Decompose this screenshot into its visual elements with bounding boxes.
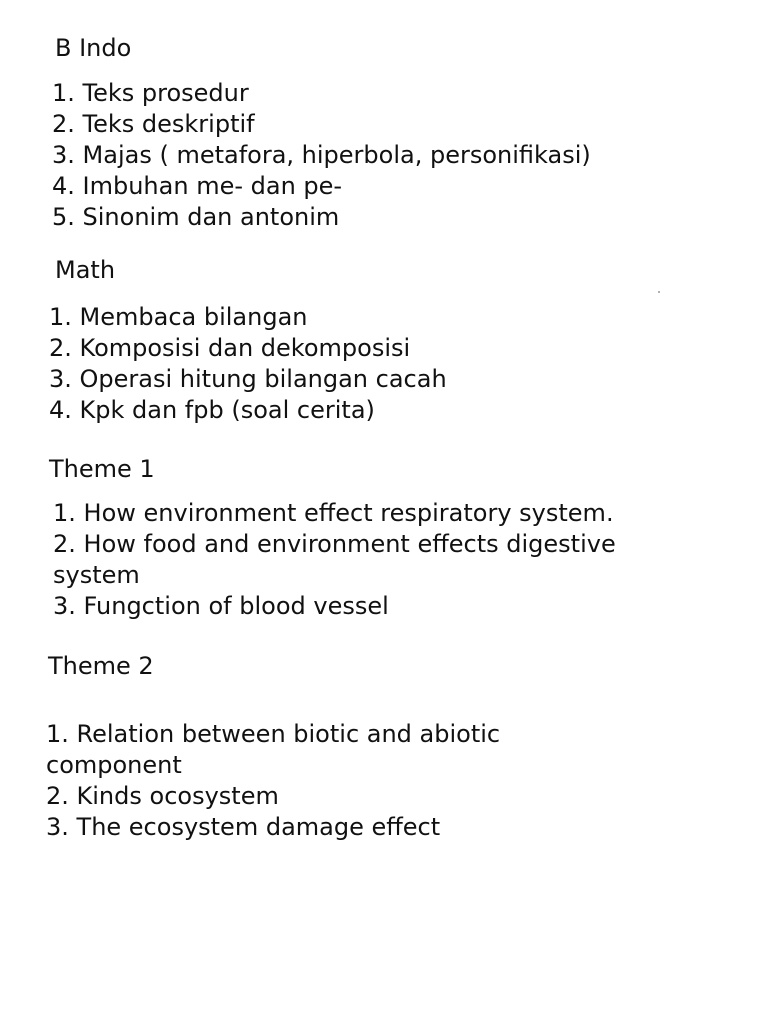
section-heading-theme-2: Theme 2 [48, 652, 154, 680]
list-item: 1. How environment effect respiratory system. [53, 499, 614, 527]
list-item: 4. Imbuhan me- dan pe- [52, 172, 343, 200]
list-item: 5. Sinonim dan antonim [52, 203, 340, 231]
stray-dot [658, 291, 660, 293]
list-item: 4. Kpk dan fpb (soal cerita) [49, 396, 375, 424]
list-item: 2. Kinds ocosystem [46, 782, 279, 810]
list-item: 1. Relation between biotic and abiotic component [46, 720, 501, 779]
section-heading-theme-1: Theme 1 [49, 455, 155, 483]
section-heading-b-indo: B Indo [55, 34, 132, 62]
list-item: 2. Komposisi dan dekomposisi [49, 334, 411, 362]
list-item: 3. Operasi hitung bilangan cacah [49, 365, 447, 393]
section-heading-math: Math [55, 256, 116, 284]
list-item: 3. The ecosystem damage effect [46, 813, 441, 841]
list-item: 1. Membaca bilangan [49, 303, 308, 331]
list-b-indo [52, 78, 591, 233]
list-theme-1 [53, 498, 663, 622]
list-item: 1. Teks prosedur [52, 79, 249, 107]
list-theme-2 [46, 719, 546, 843]
list-item: 2. How food and environment effects digestive system [53, 530, 616, 589]
list-math [49, 302, 447, 426]
list-item: 3. Fungction of blood vessel [53, 592, 389, 620]
list-item: 3. Majas ( metafora, hiperbola, personifikasi) [52, 141, 591, 169]
list-item: 2. Teks deskriptif [52, 110, 255, 138]
